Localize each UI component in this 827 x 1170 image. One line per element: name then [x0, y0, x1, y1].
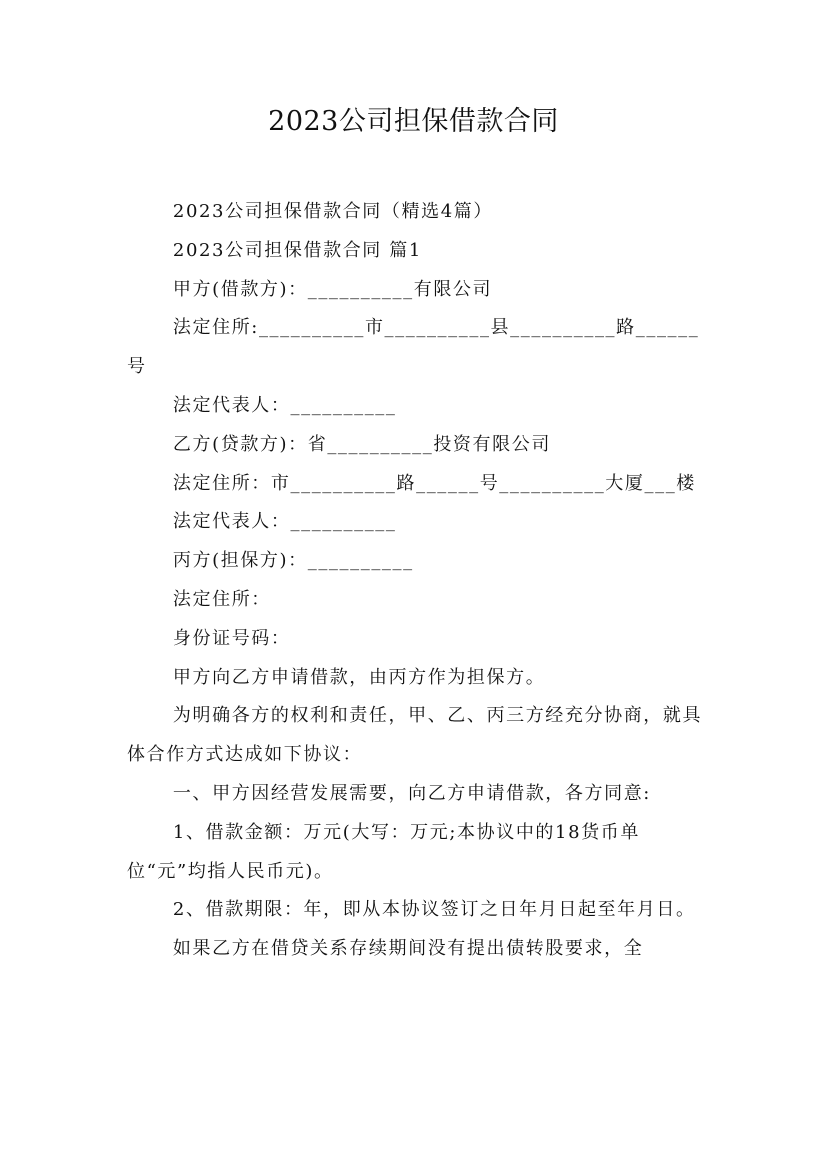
paragraph-purpose: 为明确各方的权利和责任，甲、乙、丙三方经充分协商，就具体合作方式达成如下协议：: [127, 705, 703, 766]
paragraph-party-a-address: 法定住所:__________市__________县__________路______号: [127, 317, 700, 378]
paragraph-clause-1: 一、甲方因经营发展需要，向乙方申请借款，各方同意:: [172, 782, 651, 804]
document-body: [127, 193, 705, 969]
paragraph-loan-term: 2、借款期限：年，即从本协议签订之日年月日起至年月日。: [172, 899, 696, 921]
paragraph-section-heading: 2023公司担保借款合同 篇1: [172, 239, 422, 261]
paragraph-party-a-representative: 法定代表人：__________: [172, 394, 397, 416]
paragraph-party-a: 甲方(借款方)：__________有限公司: [172, 278, 493, 300]
paragraph-party-c-id: 身份证号码：: [172, 627, 291, 649]
document-title: 2023公司担保借款合同: [268, 106, 559, 137]
paragraph-party-c-address: 法定住所：: [172, 588, 271, 610]
paragraph-conversion: 如果乙方在借贷关系存续期间没有提出债转股要求，全: [172, 938, 644, 960]
paragraph-subtitle: 2023公司担保借款合同（精选4篇）: [172, 201, 493, 222]
paragraph-party-b: 乙方(贷款方)：省__________投资有限公司: [172, 433, 551, 455]
paragraph-party-b-representative: 法定代表人：__________: [172, 511, 397, 533]
paragraph-intro: 甲方向乙方申请借款，由丙方作为担保方。: [172, 666, 546, 688]
paragraph-party-b-address: 法定住所：市__________路______号__________大厦___楼: [172, 472, 696, 494]
paragraph-loan-amount: 1、借款金额：万元(大写：万元;本协议中的18货币单位“元”均指人民币元)。: [127, 821, 640, 882]
paragraph-party-c: 丙方(担保方)：__________: [172, 550, 414, 572]
